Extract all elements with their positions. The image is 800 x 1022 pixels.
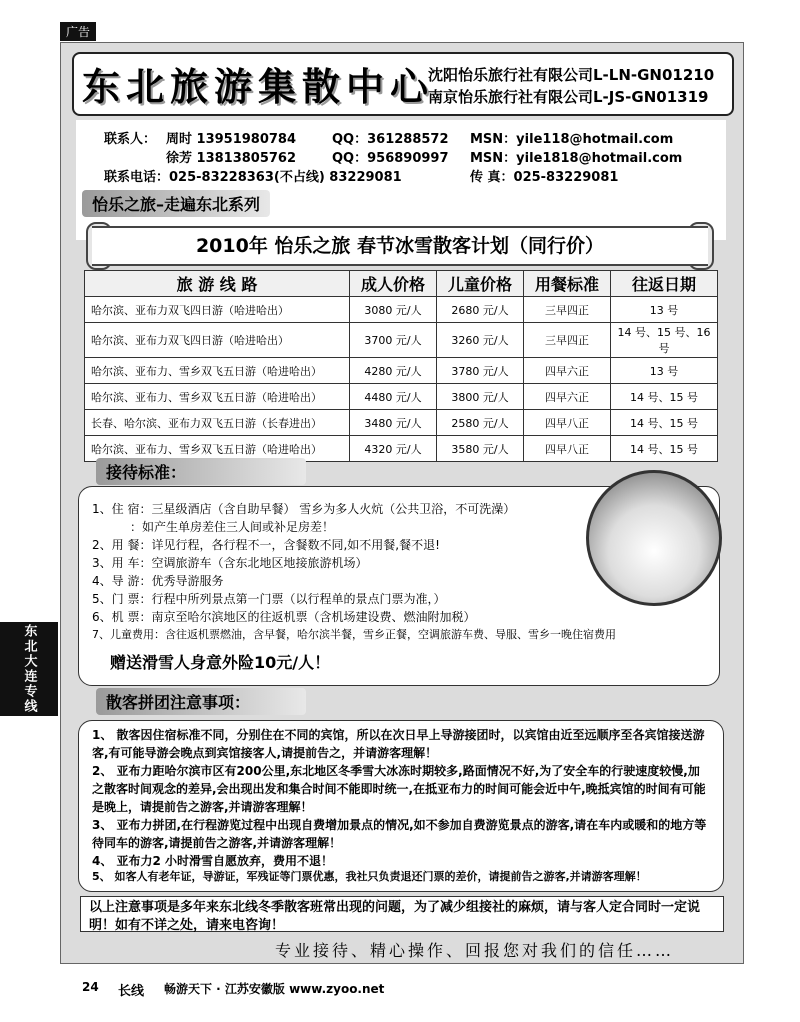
meals-cell: 四早八正 xyxy=(524,436,611,462)
slogan: 专业接待、精心操作、回报您对我们的信任…… xyxy=(275,941,675,960)
adult-price-cell: 3080 元/人 xyxy=(350,297,437,323)
notes-title: 散客拼团注意事项： xyxy=(96,688,306,715)
qq-2: QQ：956890997 xyxy=(332,151,449,166)
table-row xyxy=(85,297,718,323)
child-price-cell: 3780 元/人 xyxy=(437,358,524,384)
table-row xyxy=(85,384,718,410)
standard-item: 5、门 票：行程中所列景点第一门票（以行程单的景点门票为准，） xyxy=(92,592,446,606)
table-row xyxy=(85,410,718,436)
route-table xyxy=(84,270,718,462)
header-dates: 往返日期 xyxy=(611,271,718,297)
dates-cell: 13 号 xyxy=(611,358,718,384)
note-item: 3、 亚布力拼团,在行程游览过程中出现自费增加景点的情况,如不参加自费游览景点的游客,请在车内或暖和的地方等待同车的游客,请提前告之游客,并请游客理解！ xyxy=(92,818,707,850)
table-row xyxy=(85,323,718,358)
table-header-row xyxy=(85,271,718,297)
note-item: 5、 如客人有老年证，导游证，军残证等门票优惠，我社只负责退还门票的差价，请提前告之游客,并请游客理解！ xyxy=(92,870,647,883)
route-cell: 哈尔滨、亚布力、雪乡双飞五日游（哈进哈出） xyxy=(85,358,350,384)
standards-title: 接待标准： xyxy=(96,458,306,485)
header-meals: 用餐标准 xyxy=(524,271,611,297)
note-item: 1、 散客因住宿标准不同，分别住在不同的宾馆，所以在次日早上导游接团时，以宾馆由近至远顺序至各宾馆接送游客,有可能导游会晚点到宾馆接客人,请提前告之，并请游客理解！ xyxy=(92,728,705,760)
contact-label: 联系人： xyxy=(104,132,157,147)
plan-title: 2010年 怡乐之旅 春节冰雪散客计划（同行价） xyxy=(92,226,708,266)
ice-sculpture-photo xyxy=(586,470,722,606)
insurance-offer: 赠送滑雪人身意外险10元/人！ xyxy=(110,653,331,672)
adult-price-cell: 3480 元/人 xyxy=(350,410,437,436)
child-price-cell: 2580 元/人 xyxy=(437,410,524,436)
adult-price-cell: 4480 元/人 xyxy=(350,384,437,410)
brand-title: 东北旅游集散中心 xyxy=(82,64,435,109)
route-cell: 哈尔滨、亚布力双飞四日游（哈进哈出） xyxy=(85,323,350,358)
child-price-cell: 3580 元/人 xyxy=(437,436,524,462)
meals-cell: 四早六正 xyxy=(524,358,611,384)
route-cell: 哈尔滨、亚布力、雪乡双飞五日游（哈进哈出） xyxy=(85,384,350,410)
side-tab: 东北大连专线 xyxy=(0,622,58,716)
publisher-line: 畅游天下 · 江苏安徽版 www.zyoo.net xyxy=(164,982,385,996)
note-item: 2、 亚布力距哈尔滨市区有200公里,东北地区冬季雪大冰冻时期较多,路面情况不好,为了安全车的行驶速度较慢,加之散客时间观念的差异,会出现出发和集合时间不能即时统一,在抵亚布力的时间可能会近中午,晚抵宾馆的时间有可能是晚上，请提前告之游客,并请游客理解！ xyxy=(92,764,706,814)
table-row xyxy=(85,358,718,384)
note-item: 4、 亚布力2 小时滑雪自愿放弃，费用不退！ xyxy=(92,854,334,868)
standard-item: 3、用 车：空调旅游车（含东北地区地接旅游机场） xyxy=(92,556,368,570)
standard-item: 6、机 票：南京至哈尔滨地区的往返机票（含机场建设费、燃油附加税） xyxy=(92,610,476,624)
msn-2: MSN：yile1818@hotmail.com xyxy=(470,151,683,166)
dates-cell: 14 号、15 号、16 号 xyxy=(611,323,718,358)
route-cell: 哈尔滨、亚布力双飞四日游（哈进哈出） xyxy=(85,297,350,323)
dates-cell: 13 号 xyxy=(611,297,718,323)
agency-line-2: 南京怡乐旅行社有限公司L-JS-GN01319 xyxy=(428,88,709,106)
dates-cell: 14 号、15 号 xyxy=(611,410,718,436)
child-price-cell: 3260 元/人 xyxy=(437,323,524,358)
standard-item: 4、导 游：优秀导游服务 xyxy=(92,574,224,588)
meals-cell: 三早四正 xyxy=(524,297,611,323)
standard-item: 7、儿童费用：含往返机票燃油，含早餐，哈尔滨半餐，雪乡正餐，空调旅游车费、导服、雪乡一晚住宿费用 xyxy=(92,628,616,641)
dates-cell: 14 号、15 号 xyxy=(611,384,718,410)
meals-cell: 四早八正 xyxy=(524,410,611,436)
contact-person-1: 周时 13951980784 xyxy=(166,132,297,147)
meals-cell: 三早四正 xyxy=(524,323,611,358)
qq-1: QQ：361288572 xyxy=(332,132,449,147)
standard-item: 2、用 餐：详见行程，各行程不一，含餐数不同,如不用餐,餐不退! xyxy=(92,538,440,552)
ad-tag: 广告 xyxy=(60,22,96,41)
page-number: 24 xyxy=(82,980,99,994)
agency-line-1: 沈阳怡乐旅行社有限公司L-LN-GN01210 xyxy=(428,66,715,84)
contact-phone: 联系电话：025-83228363(不占线) 83229081 xyxy=(104,170,402,185)
child-price-cell: 2680 元/人 xyxy=(437,297,524,323)
msn-1: MSN：yile118@hotmail.com xyxy=(470,132,674,147)
standard-item: 1、住 宿：三星级酒店（含自助早餐） 雪乡为多人火炕（公共卫浴，不可洗澡） xyxy=(92,502,516,516)
series-title: 怡乐之旅–走遍东北系列 xyxy=(82,190,270,217)
dates-cell: 14 号、15 号 xyxy=(611,436,718,462)
header-route: 旅 游 线 路 xyxy=(85,271,350,297)
child-price-cell: 3800 元/人 xyxy=(437,384,524,410)
route-cell: 长春、哈尔滨、亚布力双飞五日游（长春进出） xyxy=(85,410,350,436)
contact-fax: 传 真：025-83229081 xyxy=(470,170,619,185)
standard-item: ：如产生单房差住三人间或补足房差！ xyxy=(130,520,335,534)
adult-price-cell: 3700 元/人 xyxy=(350,323,437,358)
header-adult-price: 成人价格 xyxy=(350,271,437,297)
contact-person-2: 徐芳 13813805762 xyxy=(166,151,297,166)
adult-price-cell: 4280 元/人 xyxy=(350,358,437,384)
route-cell: 哈尔滨、亚布力、雪乡双飞五日游（哈进哈出） xyxy=(85,436,350,462)
section-label: 长线 xyxy=(118,984,145,999)
header-child-price: 儿童价格 xyxy=(437,271,524,297)
bottom-note: 以上注意事项是多年来东北线冬季散客班常出现的问题，为了减少组接社的麻烦，请与客人定合同时一定说明！如有不详之处，请来电咨询！ xyxy=(80,896,724,932)
meals-cell: 四早六正 xyxy=(524,384,611,410)
adult-price-cell: 4320 元/人 xyxy=(350,436,437,462)
